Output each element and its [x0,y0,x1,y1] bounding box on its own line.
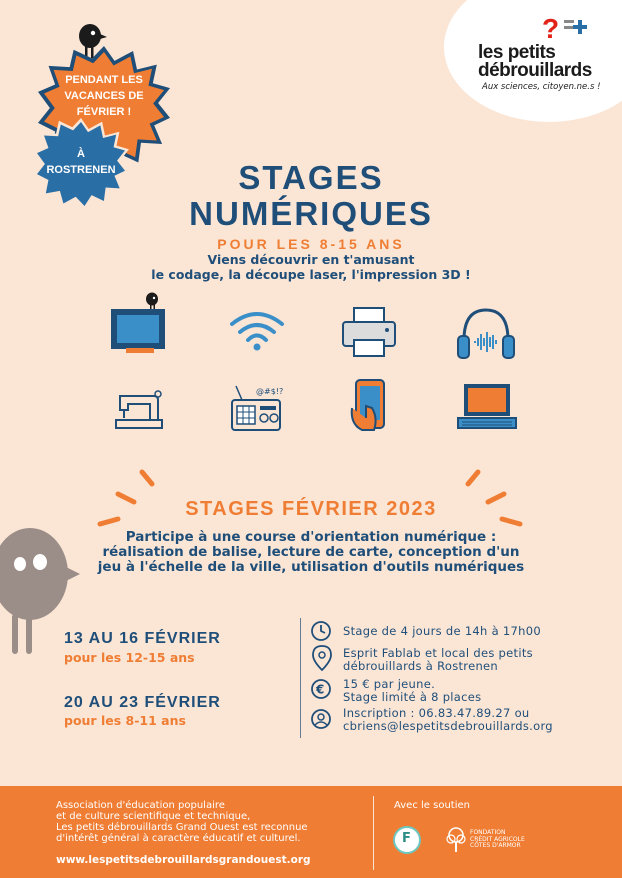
laptop-icon [456,382,518,434]
clock-icon [310,620,332,642]
intro-text [0,252,622,282]
intro-line2: le codage, la découpe laser, l'impression 3D ! [151,267,471,282]
partner2-line1: FONDATION [470,829,506,836]
footer-description [56,800,346,844]
contact-email: cbriens@lespetitsdebrouillards.org [343,719,553,733]
tv-icon [110,292,166,356]
logo-name-line1: les petits [478,42,556,63]
schedule-text: Stage de 4 jours de 14h à 17h00 [343,624,541,638]
section-description: Participe à une course d'orientation numérique : réalisation de balise, lecture de carte, conception d'un jeu à l'échelle de la ville, utilisation d'outils numériques [97,529,525,575]
footer-line1: Association d'éducation populaire [56,800,225,811]
logo-tagline: Aux sciences, citoyen.ne.s ! [482,82,601,92]
support-label: Avec le soutien [394,800,470,811]
footer-website-link[interactable]: www.lespetitsdebrouillardsgrandouest.org [56,854,311,866]
printer-icon [340,306,398,358]
price-line2: Stage limité à 8 places [343,690,482,704]
info-divider [300,618,301,738]
price-line1: 15 € par jeune. [343,677,436,691]
place-text [343,647,533,673]
location-badge-text: À ROSTRENEN [46,148,116,176]
euro-icon [310,678,332,700]
footer-line2: et de culture scientifique et technique, [56,811,251,822]
partner-logo-1-icon: F [402,831,411,846]
session2-age: pour les 8-11 ans [64,713,186,728]
session1-dates: 13 AU 16 FÉVRIER [64,630,221,647]
session2-dates: 20 AU 23 FÉVRIER [64,694,221,711]
tree-logo-icon [444,826,468,854]
headphones-icon [456,306,516,362]
contact-text [343,707,553,733]
contact-phone: Inscription : 06.83.47.89.27 ou [343,706,530,720]
svg-text:€: € [316,682,325,697]
page-title-line1: STAGES [238,159,384,196]
place-line1: Esprit Fablab et local des petits [343,646,533,660]
title-block [0,160,622,252]
partner2-line2: CRÉDIT AGRICOLE [470,835,525,843]
price-text [343,678,481,704]
footer-line4: d'intérêt général à caractère éducatif et culturel. [56,833,301,844]
footer-line3: Les petits débrouillards Grand Ouest est reconnue [56,822,308,833]
svg-text:?: ? [542,14,560,44]
wifi-icon [228,310,286,352]
logo-name-line2: débrouillards [478,60,592,81]
place-line2: débrouillards à Rostrenen [343,659,498,673]
intro-line1: Viens découvrir en t'amusant [207,252,415,267]
radio-icon [230,382,284,434]
footer-divider [373,796,374,870]
section-title: STAGES FÉVRIER 2023 [185,498,437,520]
session1-age: pour les 12-15 ans [64,650,195,665]
period-badge-text: PENDANT LES VACANCES DE FÉVRIER ! [64,74,144,118]
partner2-line3: CÔTES D'ARMOR [470,842,521,849]
location-pin-icon [311,644,333,672]
svg-text:@#$!?: @#$!? [256,387,284,396]
partner-logo-2-text [470,830,570,850]
smartphone-icon [348,378,394,434]
sewing-machine-icon [114,388,164,432]
contact-user-icon [310,708,332,730]
page-subtitle: POUR LES 8-15 ANS [217,236,405,252]
page-title-line2: NUMÉRIQUES [189,195,433,232]
